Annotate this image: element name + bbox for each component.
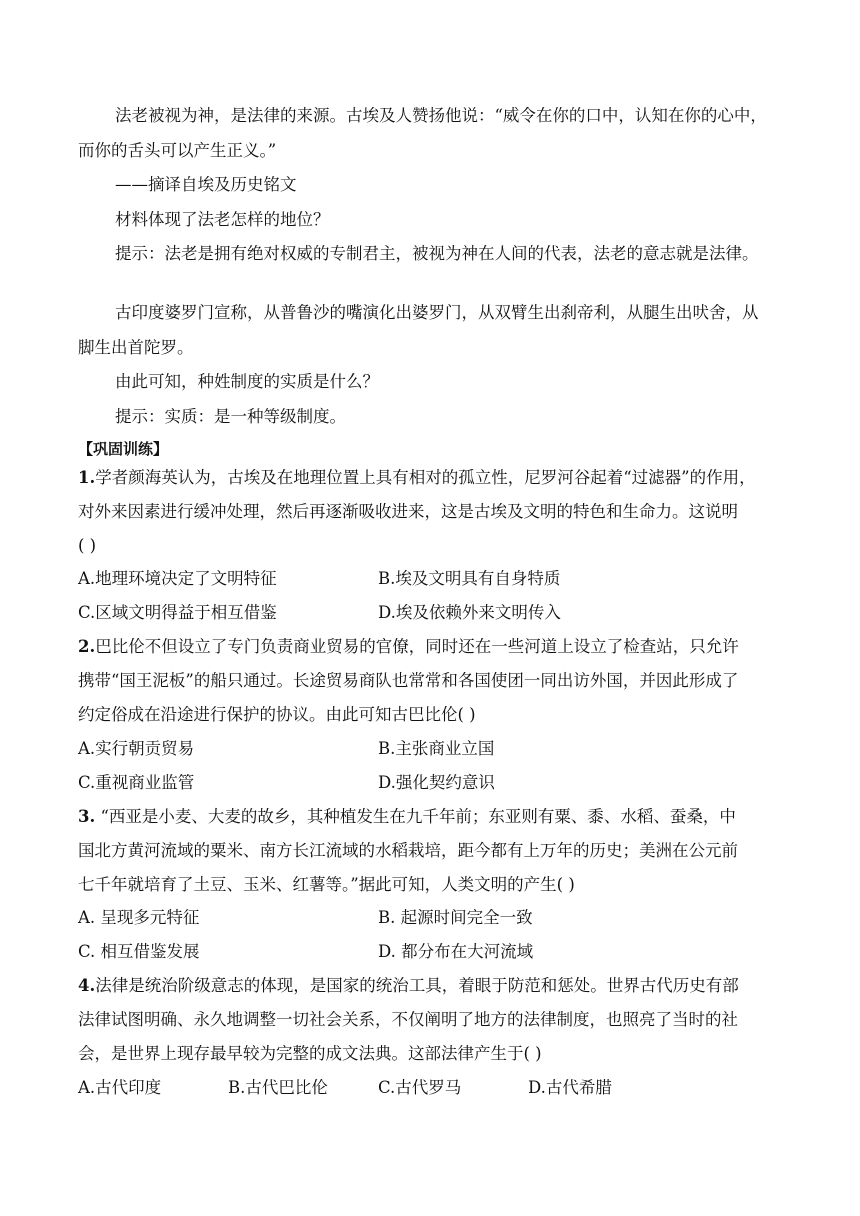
passage2-hint: 提示：实质：是一种等级制度。 xyxy=(115,407,346,426)
question-1-text-1: 学者颜海英认为，古埃及在地理位置上具有相对的孤立性，尼罗河谷起着“过滤器”的作用， xyxy=(95,468,756,487)
question-2-number: 2. xyxy=(78,637,96,656)
question-2-line1 xyxy=(78,635,739,659)
question-3-option-c[interactable]: C. 相互借鉴发展 xyxy=(78,942,200,961)
question-1-number: 1. xyxy=(78,468,96,487)
passage1-source: ——摘译自埃及历史铭文 xyxy=(115,175,297,194)
question-1-option-b[interactable]: B.埃及文明具有自身特质 xyxy=(378,569,561,588)
question-2-option-b[interactable]: B.主张商业立国 xyxy=(378,739,495,758)
question-1-line2: 对外来因素进行缓冲处理，然后再逐渐吸收进来，这是古埃及文明的特色和生命力。这说明 xyxy=(78,502,738,521)
question-1-option-d[interactable]: D.埃及依赖外来文明传入 xyxy=(378,603,561,622)
passage2-line1: 古印度婆罗门宣称，从普鲁沙的嘴演化出婆罗门，从双臂生出刹帝利，从腿生出吠舍，从 xyxy=(115,303,759,322)
passage1-line1: 法老被视为神，是法律的来源。古埃及人赞扬他说：“威令在你的口中，认知在你的心中， xyxy=(115,106,767,125)
question-4-number: 4. xyxy=(78,976,96,995)
section-heading: 【巩固训练】 xyxy=(78,440,169,458)
question-3-line2: 国北方黄河流域的粟米、南方长江流域的水稻栽培，距今都有上万年的历史；美洲在公元前 xyxy=(78,841,738,860)
passage1-hint: 提示：法老是拥有绝对权威的专制君主，被视为神在人间的代表，法老的意志就是法律。 xyxy=(115,244,759,263)
question-1-option-c[interactable]: C.区域文明得益于相互借鉴 xyxy=(78,603,277,622)
question-2-option-a[interactable]: A.实行朝贡贸易 xyxy=(78,739,195,758)
question-1-option-a[interactable]: A.地理环境决定了文明特征 xyxy=(78,569,277,588)
question-4-option-d[interactable]: D.古代希腊 xyxy=(528,1078,612,1097)
question-4-option-b[interactable]: B.古代巴比伦 xyxy=(228,1078,328,1097)
question-3-option-a[interactable]: A. 呈现多元特征 xyxy=(78,908,200,927)
passage1-question: 材料体现了法老怎样的地位？ xyxy=(115,210,330,229)
question-2-line3: 约定俗成在沿途进行保护的协议。由此可知古巴比伦( ) xyxy=(78,705,476,724)
question-4-line1 xyxy=(78,974,739,998)
question-3-line1 xyxy=(78,805,736,829)
question-4-line3: 会，是世界上现存最早较为完整的成文法典。这部法律产生于( ) xyxy=(78,1044,542,1063)
question-3-option-d[interactable]: D. 都分布在大河流域 xyxy=(378,942,534,961)
question-4-option-c[interactable]: C.古代罗马 xyxy=(378,1078,462,1097)
question-2-line2: 携带“国王泥板”的船只通过。长途贸易商队也常常和各国使团一同出访外国，并因此形成了 xyxy=(78,671,739,690)
question-3-number: 3. xyxy=(78,807,96,826)
question-3-line3: 七千年就培育了土豆、玉米、红薯等。”据此可知，人类文明的产生( ) xyxy=(78,875,575,894)
question-3-option-b[interactable]: B. 起源时间完全一致 xyxy=(378,908,533,927)
passage2-line2: 脚生出首陀罗。 xyxy=(78,338,194,357)
question-4-line2: 法律试图明确、永久地调整一切社会关系，不仅阐明了地方的法律制度，也照亮了当时的社 xyxy=(78,1010,738,1029)
question-1-line1 xyxy=(78,466,756,490)
question-2-text-1: 巴比伦不但设立了专门负责商业贸易的官僚，同时还在一些河道上设立了检查站，只允许 xyxy=(95,637,739,656)
question-4-option-a[interactable]: A.古代印度 xyxy=(78,1078,162,1097)
passage1-line2: 而你的舌头可以产生正义。” xyxy=(78,141,277,160)
passage2-question: 由此可知，种姓制度的实质是什么？ xyxy=(115,372,379,391)
question-2-option-d[interactable]: D.强化契约意识 xyxy=(378,773,495,792)
question-4-text-1: 法律是统治阶级意志的体现，是国家的统治工具，着眼于防范和惩处。世界古代历史有部 xyxy=(95,976,739,995)
question-3-text-1: “西亚是小麦、大麦的故乡，其种植发生在九千年前；东亚则有粟、黍、水稻、蚕桑，中 xyxy=(95,807,736,826)
question-1-line3: ( ) xyxy=(78,536,97,555)
question-2-option-c[interactable]: C.重视商业监管 xyxy=(78,773,195,792)
